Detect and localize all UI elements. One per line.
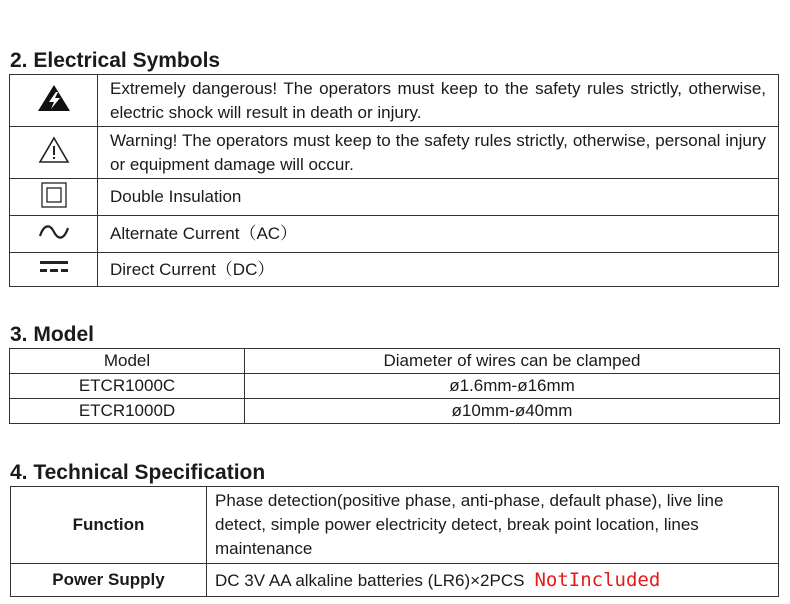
model-table [9, 348, 780, 424]
symbol-cell [10, 127, 98, 179]
model-cell: ETCR1000C [10, 374, 245, 399]
spec-value-function: Phase detection(positive phase, anti-phase, default phase), live line detect, simple power electricity detect, break point location, lines maintenance [207, 487, 779, 564]
table-row [10, 374, 780, 399]
power-supply-text: DC 3V AA alkaline batteries (LR6)×2PCS [215, 570, 525, 590]
spec-table [10, 486, 779, 597]
symbol-description: Double Insulation [98, 179, 779, 216]
symbol-description: Extremely dangerous! The operators must keep to the safety rules strictly, otherwise, electric shock will result in death or injury. [98, 75, 779, 127]
symbol-cell [10, 216, 98, 253]
symbols-table [9, 74, 779, 287]
symbol-cell [10, 253, 98, 287]
spec-value-power [207, 564, 779, 597]
symbol-cell [10, 75, 98, 127]
section-title-spec: 4. Technical Specification [10, 461, 266, 484]
symbol-description: Alternate Current（AC） [98, 216, 779, 253]
not-included-note: NotIncluded [534, 568, 661, 591]
diameter-cell: ø1.6mm-ø16mm [245, 374, 780, 399]
spec-label-power: Power Supply [11, 564, 207, 597]
table-row [11, 564, 779, 597]
table-header-row [10, 349, 780, 374]
table-row [10, 253, 779, 287]
table-row [10, 216, 779, 253]
symbol-description: Warning! The operators must keep to the safety rules strictly, otherwise, personal injury or equipment damage will occur. [98, 127, 779, 179]
table-row [10, 127, 779, 179]
section-title-symbols: 2. Electrical Symbols [10, 49, 221, 72]
table-row [10, 399, 780, 424]
table-row [11, 487, 779, 564]
column-header-model: Model [10, 349, 245, 374]
danger-triangle-icon [37, 84, 71, 112]
spec-label-function: Function [11, 487, 207, 564]
symbol-description: Direct Current（DC） [98, 253, 779, 287]
table-row [10, 179, 779, 216]
symbol-cell [10, 179, 98, 216]
diameter-cell: ø10mm-ø40mm [245, 399, 780, 424]
ac-wave-icon [38, 223, 70, 241]
table-row [10, 75, 779, 127]
column-header-diameter: Diameter of wires can be clamped [245, 349, 780, 374]
model-cell: ETCR1000D [10, 399, 245, 424]
warning-triangle-icon [38, 136, 70, 164]
section-title-model: 3. Model [10, 323, 95, 346]
dc-icon [39, 259, 69, 275]
double-insulation-icon [41, 182, 67, 208]
